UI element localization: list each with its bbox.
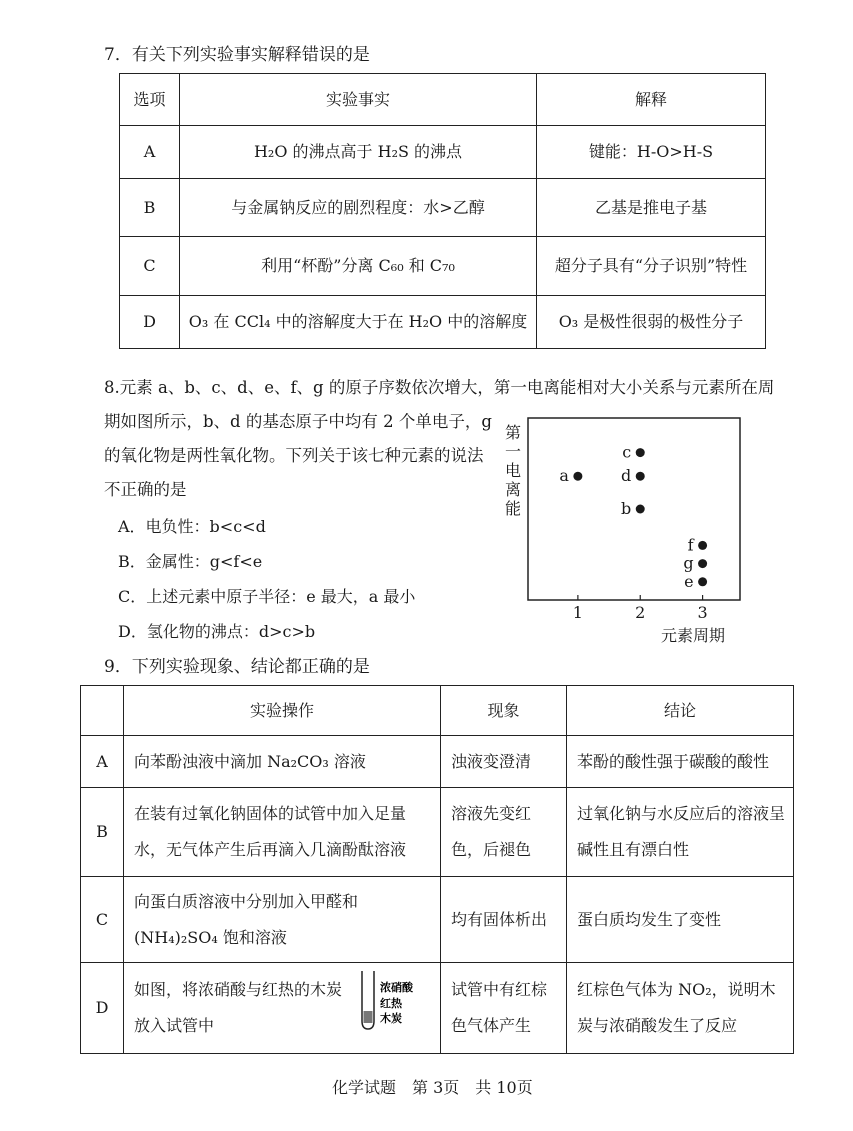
q7-fact: H₂O 的沸点高于 H₂S 的沸点 [180, 126, 537, 179]
tube-label-red-hot: 红热 [380, 997, 402, 1010]
q7-explanation: 键能：H-O>H-S [537, 126, 766, 179]
q9-header-phenomenon: 现象 [441, 686, 567, 736]
table-row [120, 237, 766, 296]
q7-explanation: 超分子具有“分子识别”特性 [537, 237, 766, 296]
q9-option-label: D [81, 963, 124, 1054]
chart-y-axis-label-char: 离 [504, 480, 522, 499]
chart-y-axis-label-char: 电 [504, 461, 522, 480]
q7-table [119, 73, 766, 349]
q7-fact: 与金属钠反应的剧烈程度：水>乙醇 [180, 179, 537, 237]
q9-phenomenon: 溶液先变红色，后褪色 [441, 788, 567, 877]
q9-header-row [81, 686, 794, 736]
chart-point-label-f: f [687, 535, 694, 555]
q8-option-d: D．氢化物的沸点：d>c>b [118, 622, 316, 641]
table-row [81, 736, 794, 788]
q7-option-label: B [120, 179, 180, 237]
q8-option-c: C．上述元素中原子半径：e 最大，a 最小 [118, 587, 416, 606]
q9-conclusion: 红棕色气体为 NO₂，说明木炭与浓硝酸发生了反应 [567, 963, 794, 1054]
table-row [120, 179, 766, 237]
q7-fact: 利用“杯酚”分离 C₆₀ 和 C₇₀ [180, 237, 537, 296]
q7-title: 7．有关下列实验事实解释错误的是 [104, 45, 370, 65]
q7-option-label: A [120, 126, 180, 179]
q9-header-operation: 实验操作 [124, 686, 441, 736]
chart-x-tick-label: 1 [572, 603, 583, 622]
q9-header-conclusion: 结论 [567, 686, 794, 736]
q8-option-b: B．金属性：g<f<e [118, 552, 263, 571]
q9-title: 9．下列实验现象、结论都正确的是 [104, 657, 370, 677]
q8-stem-line4: 不正确的是 [104, 480, 187, 499]
q7-header-row [120, 74, 766, 126]
q7-header-fact: 实验事实 [180, 74, 537, 126]
q9-phenomenon: 试管中有红棕色气体产生 [441, 963, 567, 1054]
page-footer: 化学试题 第 3页 共 10页 [332, 1078, 533, 1097]
q7-header-explanation: 解释 [537, 74, 766, 126]
q9-option-label: B [81, 788, 124, 877]
table-row [81, 877, 794, 963]
q7-header-option: 选项 [120, 74, 180, 126]
q8-option-a: A．电负性：b<c<d [118, 517, 266, 536]
q9-phenomenon: 均有固体析出 [441, 877, 567, 963]
chart-point-c [636, 448, 645, 457]
chart-point-d [636, 472, 645, 481]
q7-fact: O₃ 在 CCl₄ 中的溶解度大于在 H₂O 中的溶解度 [180, 296, 537, 349]
table-row [81, 963, 794, 1054]
table-row [120, 126, 766, 179]
chart-point-label-b: b [620, 499, 632, 518]
chart-point-label-c: c [622, 442, 632, 462]
q9-conclusion: 蛋白质均发生了变性 [567, 877, 794, 963]
chart-point-g [698, 559, 707, 568]
chart-plot-frame [528, 418, 740, 600]
q7-option-label: D [120, 296, 180, 349]
chart-point-label-a: a [559, 466, 569, 486]
test-tube-diagram [354, 967, 434, 1037]
chart-y-axis-label-char: 一 [504, 442, 522, 461]
q8-stem-line2: 期如图所示，b、d 的基态原子中均有 2 个单电子，g [104, 412, 492, 431]
q9-operation: 向蛋白质溶液中分别加入甲醛和 (NH₄)₂SO₄ 饱和溶液 [124, 877, 441, 963]
q9-phenomenon: 浊液变澄清 [441, 736, 567, 788]
q9-header-blank [81, 686, 124, 736]
q9-operation: 向苯酚浊液中滴加 Na₂CO₃ 溶液 [124, 736, 441, 788]
q9-operation-cell [124, 963, 441, 1054]
tube-label-charcoal: 木炭 [380, 1012, 402, 1025]
chart-point-label-g: g [683, 553, 694, 573]
chart-y-axis-label-char: 能 [504, 499, 522, 518]
q7-explanation: 乙基是推电子基 [537, 179, 766, 237]
q7-explanation: O₃ 是极性很弱的极性分子 [537, 296, 766, 349]
table-row [120, 296, 766, 349]
q9-option-label: A [81, 736, 124, 788]
chart-point-label-d: d [620, 466, 632, 486]
chart-point-a [573, 472, 582, 481]
q8-stem-line1: 8.元素 a、b、c、d、e、f、g 的原子序数依次增大，第一电离能相对大小关系与元素所在周 [104, 378, 775, 397]
tube-label-nitric-acid: 浓硝酸 [380, 981, 413, 994]
chart-y-axis-label-char: 第 [504, 423, 522, 442]
table-row [81, 788, 794, 877]
chart-point-b [636, 505, 645, 514]
q9-conclusion: 过氧化钠与水反应后的溶液呈碱性且有漂白性 [567, 788, 794, 877]
chart-y-axis-label [505, 423, 521, 518]
q9-option-label: C [81, 877, 124, 963]
chart-point-label-e: e [684, 571, 694, 591]
q9-conclusion: 苯酚的酸性强于碳酸的酸性 [567, 736, 794, 788]
charcoal-in-tube-icon [364, 1011, 373, 1023]
q9-operation: 在装有过氧化钠固体的试管中加入足量水，无气体产生后再滴入几滴酚酞溶液 [124, 788, 441, 877]
chart-point-e [698, 577, 707, 586]
chart-point-f [698, 541, 707, 550]
ionization-energy-chart [495, 410, 755, 650]
q7-option-label: C [120, 237, 180, 296]
q9-table [80, 685, 794, 1054]
q9-operation: 如图，将浓硝酸与红热的木炭放入试管中 [134, 980, 343, 1035]
q8-stem-line3: 的氧化物是两性氧化物。下列关于该七种元素的说法 [104, 446, 484, 465]
chart-x-tick-label: 2 [635, 603, 646, 622]
chart-x-tick-label: 3 [697, 603, 708, 622]
chart-x-axis-label: 元素周期 [660, 626, 726, 645]
